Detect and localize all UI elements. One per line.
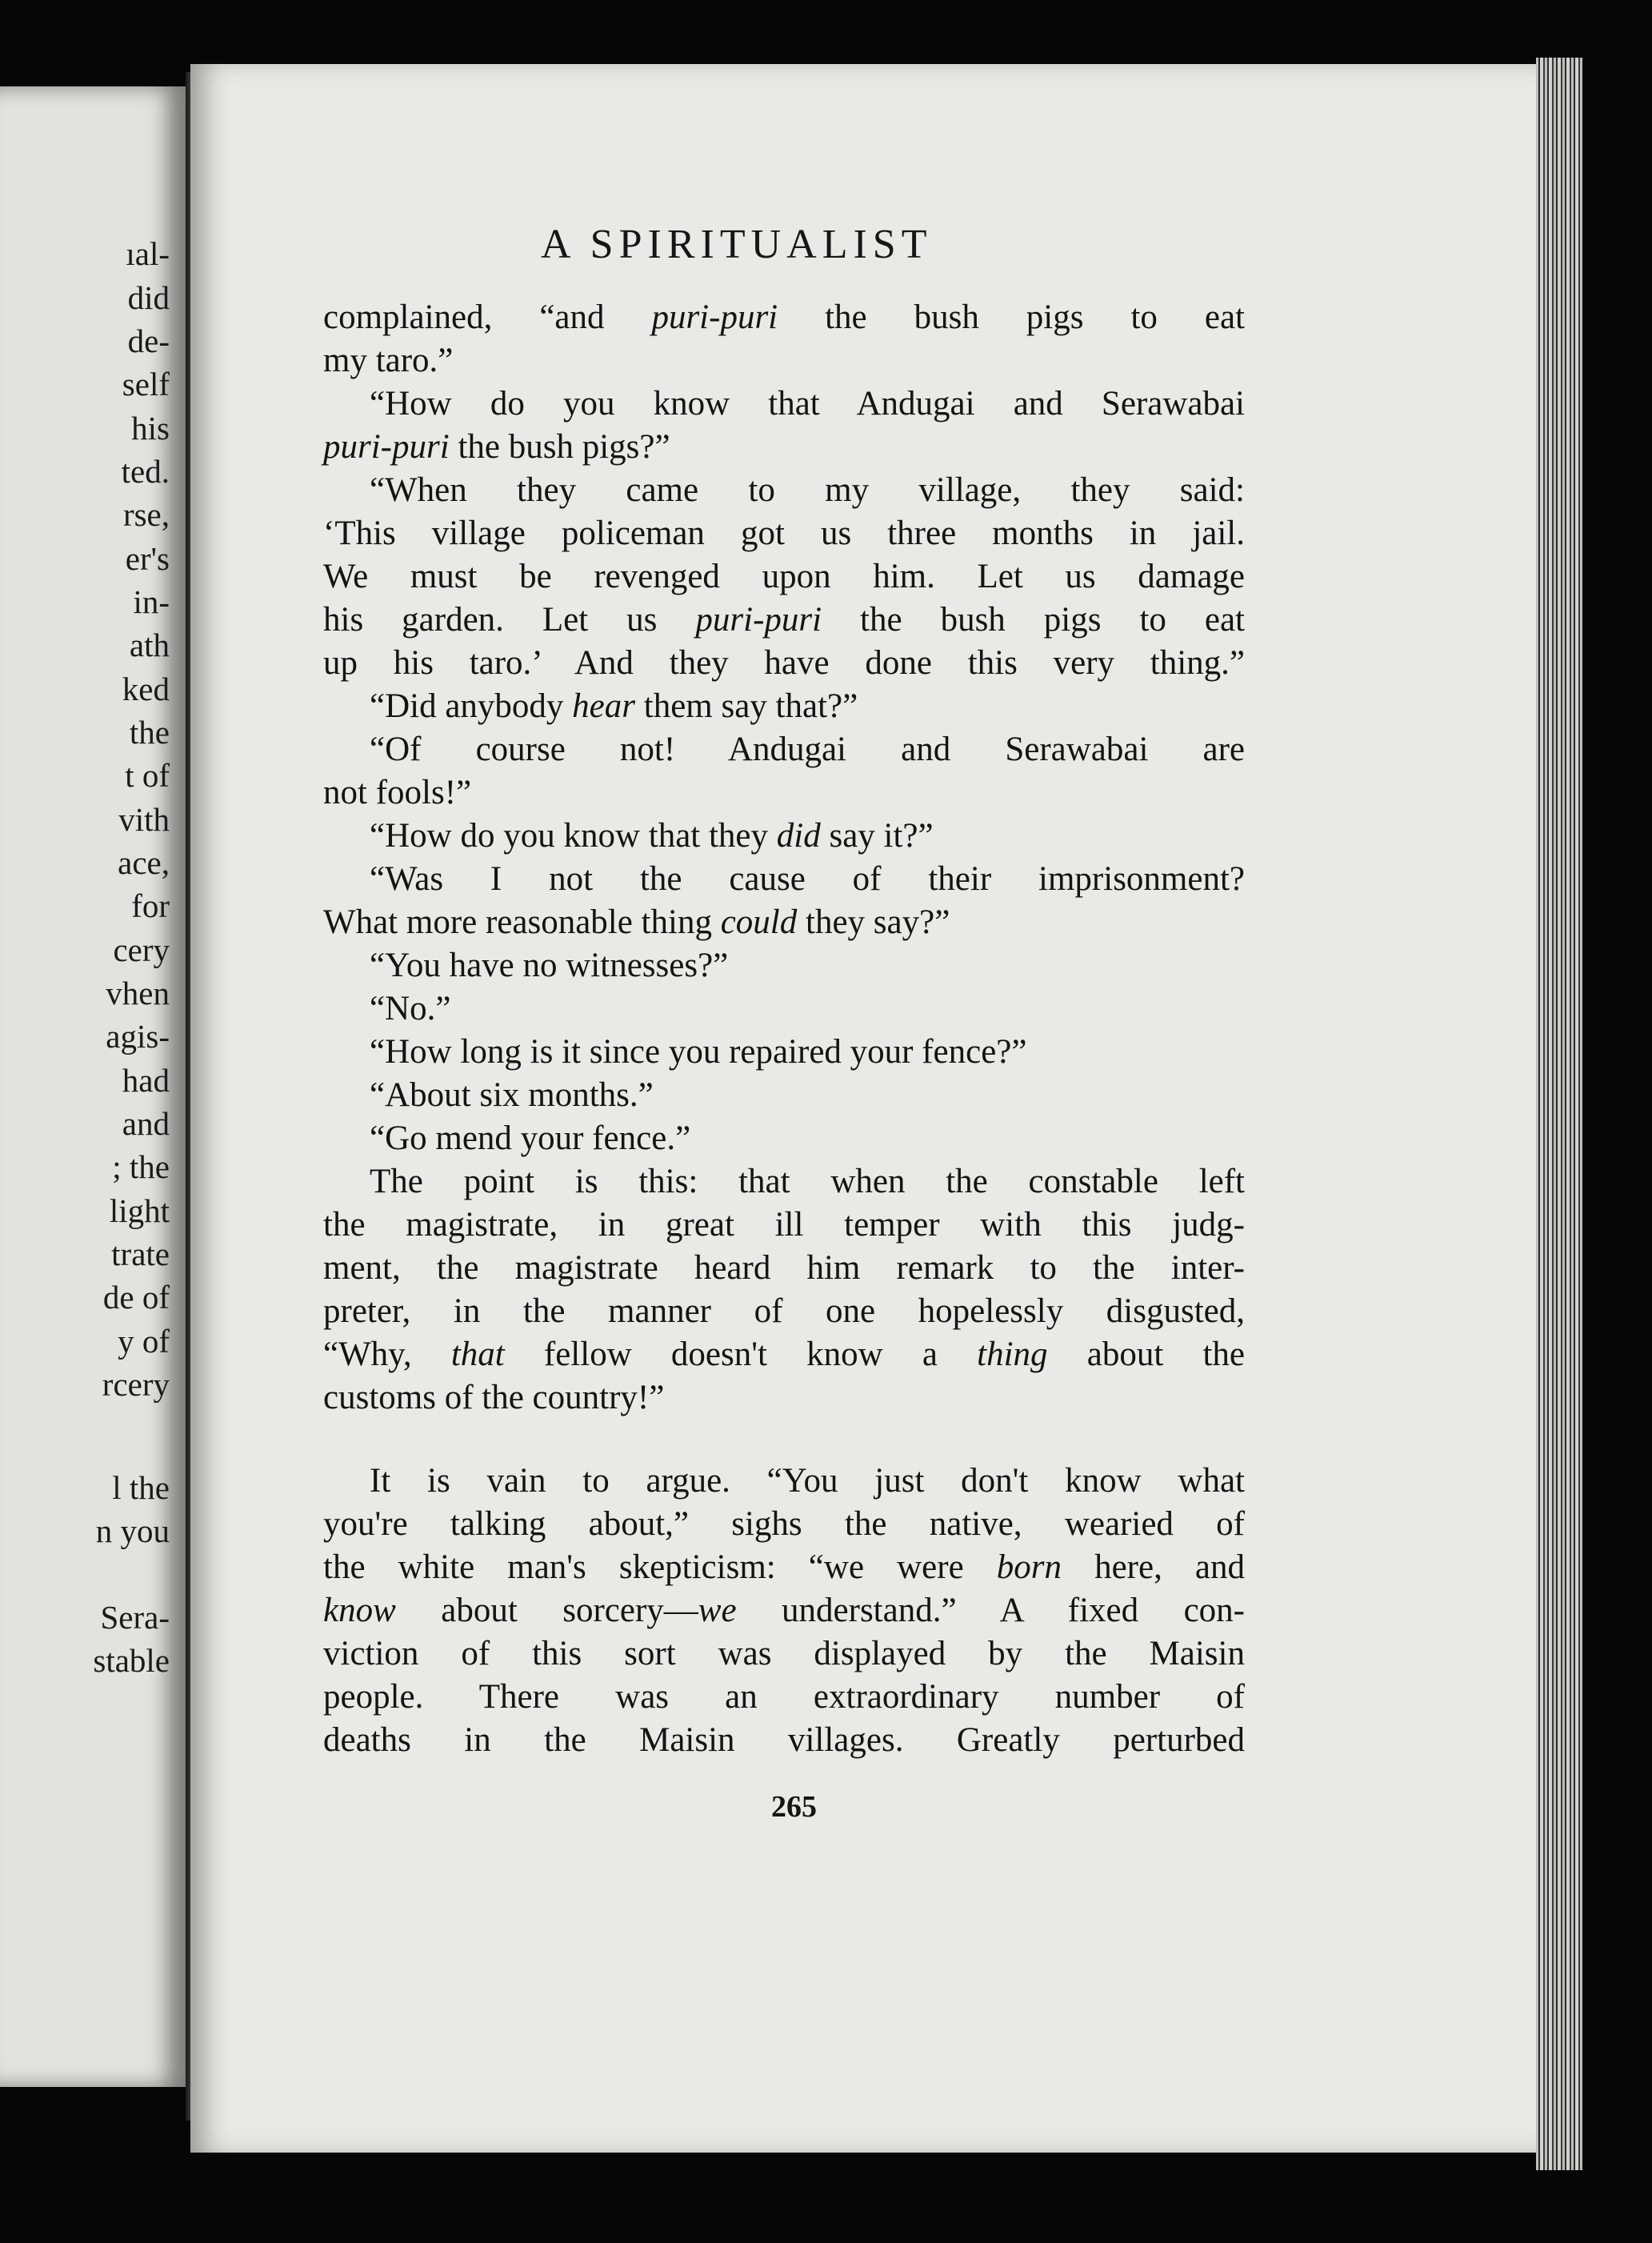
italic-word: could — [720, 903, 798, 941]
text-run: “Of course not! Andugai and Serawabai are — [370, 731, 1245, 768]
left-page-fragment: er's — [125, 540, 170, 577]
text-line — [323, 771, 1245, 815]
italic-word: thing — [977, 1336, 1048, 1373]
text-line — [323, 339, 1245, 383]
text-line — [323, 1290, 1245, 1333]
text-run: “How do you know that Andugai and Serawabai — [370, 385, 1245, 423]
left-page-fragment: ted. — [121, 453, 170, 490]
text-run: “How do you know that they — [370, 817, 777, 855]
text-line — [370, 1160, 1245, 1204]
text-run: say it?” — [820, 817, 934, 855]
left-page-fragment: had — [122, 1062, 170, 1099]
left-page-fragment: y of — [118, 1323, 170, 1360]
left-page — [0, 86, 186, 2087]
text-run: people. There was an extraordinary number of — [323, 1678, 1245, 1716]
text-run: It is vain to argue. “You just don't know what — [370, 1462, 1245, 1500]
left-page-fragment: the — [129, 714, 170, 751]
text-run: you're talking about,” sighs the native, wearied of — [323, 1505, 1245, 1543]
italic-word: puri-puri — [323, 428, 450, 466]
left-page-fragment: for — [131, 887, 170, 924]
text-run: the bush pigs to eat — [778, 298, 1245, 336]
text-line — [370, 858, 1245, 901]
italic-word: know — [323, 1592, 396, 1629]
left-page-fragment: agis- — [106, 1018, 170, 1055]
text-run: the magistrate, in great ill temper with this judg- — [323, 1206, 1245, 1244]
text-run: viction of this sort was displayed by the Maisin — [323, 1635, 1245, 1672]
text-line — [323, 599, 1245, 642]
left-page-fragment: cery — [113, 931, 170, 968]
text-run: “You have no witnesses?” — [370, 947, 729, 984]
left-page-fragment: his — [131, 410, 170, 447]
text-run: the bush pigs?” — [449, 428, 670, 466]
text-line — [370, 685, 1245, 728]
text-line — [323, 1204, 1245, 1247]
text-line — [323, 901, 1245, 944]
italic-word: born — [996, 1548, 1062, 1586]
left-page-fragment: de of — [102, 1279, 170, 1316]
left-page-fragment: in- — [133, 583, 170, 620]
text-run: “Did anybody — [370, 687, 573, 725]
text-run: about sorcery— — [395, 1592, 698, 1629]
text-line — [323, 1589, 1245, 1632]
text-line — [323, 426, 1245, 469]
text-run: What more reasonable thing — [323, 903, 721, 941]
italic-word: we — [698, 1592, 737, 1629]
text-line — [323, 1719, 1245, 1762]
text-run: We must be revenged upon him. Let us damage — [323, 558, 1245, 595]
page-edge — [1536, 58, 1582, 2170]
text-run: them say that?” — [635, 687, 858, 725]
italic-word: puri-puri — [651, 298, 778, 336]
italic-word: that — [450, 1336, 505, 1373]
text-run: customs of the country!” — [323, 1379, 665, 1416]
text-run: “Go mend your fence.” — [370, 1119, 691, 1157]
text-run: The point is this: that when the constable left — [370, 1163, 1245, 1200]
left-page-fragment: trate — [111, 1236, 170, 1272]
text-line — [323, 1546, 1245, 1589]
text-line — [370, 1031, 1245, 1074]
text-line — [370, 944, 1245, 987]
left-page-fragment: vith — [118, 801, 170, 838]
italic-word: did — [776, 817, 821, 855]
left-page-fragment: vhen — [106, 975, 170, 1011]
running-head: A SPIRITUALIST — [541, 222, 933, 267]
text-run: “When they came to my village, they said: — [370, 471, 1245, 509]
left-page-fragment: Sera- — [100, 1599, 170, 1636]
text-run: his garden. Let us — [323, 601, 696, 639]
text-run: understand.” A fixed con- — [736, 1592, 1246, 1629]
text-line — [370, 383, 1245, 426]
text-run: up his taro.’ And they have done this very thing.” — [323, 644, 1245, 682]
text-run: “Why, — [323, 1336, 451, 1373]
text-run: about the — [1047, 1336, 1245, 1373]
left-page-fragment: ked — [122, 671, 170, 707]
text-line — [323, 642, 1245, 685]
text-line — [323, 1676, 1245, 1719]
text-run: not fools!” — [323, 774, 472, 811]
text-line — [370, 1460, 1245, 1503]
left-page-fragment: ; the — [112, 1148, 170, 1185]
page-number: 265 — [771, 1790, 817, 1824]
text-line — [323, 555, 1245, 599]
left-page-fragment: de- — [127, 322, 170, 359]
left-page-fragment: l the — [112, 1469, 170, 1506]
left-page-fragment: stable — [93, 1642, 170, 1679]
text-line — [323, 1247, 1245, 1290]
left-page-fragment: ace, — [118, 844, 170, 881]
text-line — [370, 815, 1245, 858]
text-run: “About six months.” — [370, 1076, 654, 1114]
left-page-fragment: did — [127, 279, 170, 316]
text-line — [370, 1074, 1245, 1117]
text-line — [370, 469, 1245, 512]
text-run: the bush pigs to eat — [822, 601, 1246, 639]
text-line — [323, 1333, 1245, 1376]
italic-word: puri-puri — [695, 601, 822, 639]
text-run: here, and — [1062, 1548, 1246, 1586]
text-run: ‘This village policeman got us three months in jail. — [323, 515, 1245, 552]
text-run: they say?” — [797, 903, 950, 941]
text-line — [323, 1376, 1245, 1420]
left-page-fragment: self — [122, 366, 170, 403]
text-line — [323, 512, 1245, 555]
text-line — [370, 1117, 1245, 1160]
left-page-fragment: light — [109, 1192, 170, 1229]
left-page-fragment: and — [122, 1105, 170, 1142]
left-page-fragment: t of — [125, 757, 170, 794]
text-run: complained, “and — [323, 298, 652, 336]
italic-word: hear — [572, 687, 635, 725]
text-run: “No.” — [370, 990, 451, 1027]
left-page-fragment: rcery — [102, 1366, 170, 1403]
left-page-fragment: rse, — [122, 496, 170, 533]
text-line — [323, 1632, 1245, 1676]
text-run: “Was I not the cause of their imprisonment? — [370, 860, 1245, 898]
left-page-fragment: ıal- — [126, 235, 170, 272]
text-run: preter, in the manner of one hopelessly disgusted, — [323, 1292, 1245, 1330]
left-page-fragment: n you — [95, 1512, 170, 1549]
text-run: the white man's skepticism: “we were — [323, 1548, 997, 1586]
text-run: ment, the magistrate heard him remark to the inter- — [323, 1249, 1245, 1287]
text-line — [370, 987, 1245, 1031]
text-run: my taro.” — [323, 342, 454, 379]
left-page-fragment: ath — [129, 627, 170, 663]
text-line — [323, 1503, 1245, 1546]
text-line — [323, 296, 1245, 339]
text-line — [370, 728, 1245, 771]
text-run: fellow doesn't know a — [504, 1336, 978, 1373]
text-run: deaths in the Maisin villages. Greatly perturbed — [323, 1721, 1245, 1759]
text-run: “How long is it since you repaired your fence?” — [370, 1033, 1027, 1071]
